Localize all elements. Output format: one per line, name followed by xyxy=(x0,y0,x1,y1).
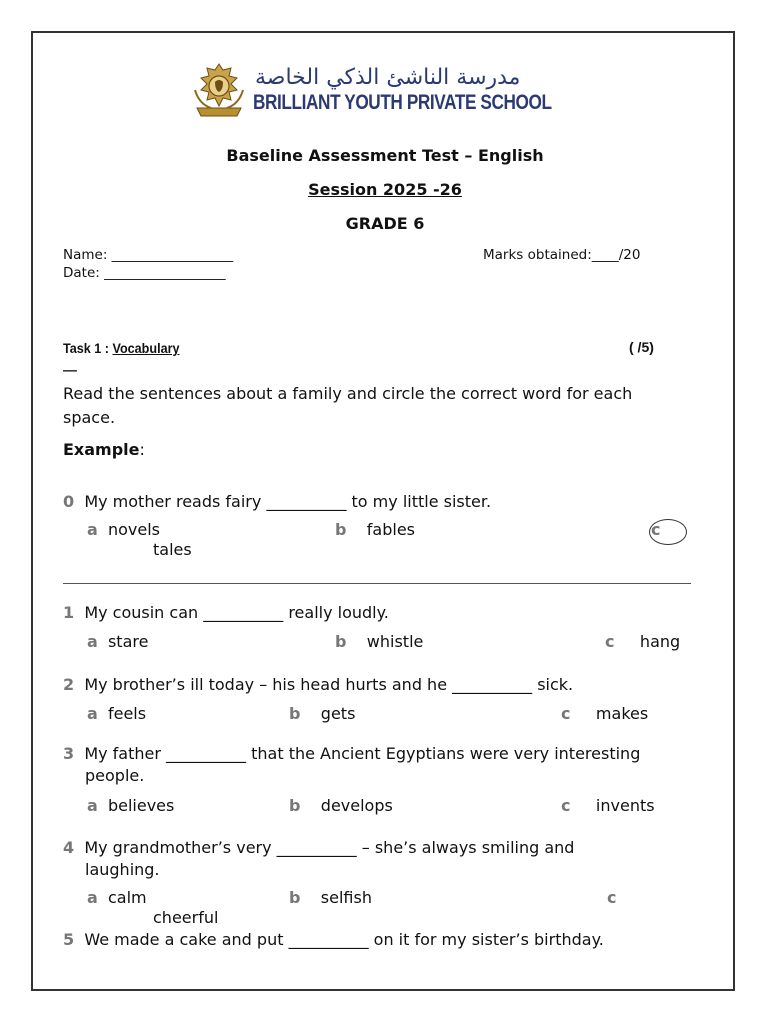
option-word: fables xyxy=(366,520,416,539)
option-c[interactable] xyxy=(561,704,648,723)
option-word: believes xyxy=(107,796,175,815)
question-number: 1 xyxy=(63,603,75,622)
date-field: Date: __________________ xyxy=(63,265,226,281)
question-3 xyxy=(63,744,640,763)
instruction-line-1: Read the sentences about a family and circle the correct word for each xyxy=(63,384,633,403)
option-b[interactable] xyxy=(289,796,393,815)
option-c-word[interactable]: tales xyxy=(153,540,192,559)
question-number: 0 xyxy=(63,492,75,511)
option-c[interactable] xyxy=(561,796,655,815)
example-label: Example xyxy=(63,440,140,459)
option-c-word[interactable]: cheerful xyxy=(153,908,219,927)
option-a[interactable] xyxy=(87,704,146,723)
option-letter: b xyxy=(289,796,301,815)
divider xyxy=(63,583,691,584)
option-b[interactable] xyxy=(335,520,415,539)
option-a[interactable] xyxy=(87,632,148,651)
example-colon: : xyxy=(139,440,145,459)
option-word: selfish xyxy=(320,888,372,907)
question-text: My brother’s ill today – his head hurts and he __________ sick. xyxy=(84,675,574,694)
option-letter: c xyxy=(561,796,571,815)
option-b[interactable] xyxy=(289,704,355,723)
option-b[interactable] xyxy=(289,888,372,907)
question-text: My father __________ that the Ancient Egyptians were very interesting xyxy=(84,744,641,763)
question-number: 5 xyxy=(63,930,75,949)
question-text: My cousin can __________ really loudly. xyxy=(84,603,389,622)
option-letter: a xyxy=(87,796,98,815)
task-dash: __ xyxy=(63,356,77,372)
option-a[interactable] xyxy=(87,888,147,907)
option-c[interactable] xyxy=(605,632,680,651)
option-letter: c xyxy=(561,704,571,723)
task-score: ( /5) xyxy=(629,339,654,355)
marks-field: Marks obtained:____/20 xyxy=(483,247,641,263)
option-word: invents xyxy=(595,796,655,815)
option-word: makes xyxy=(595,704,649,723)
option-letter: b xyxy=(335,520,347,539)
question-0 xyxy=(63,492,491,511)
option-word: gets xyxy=(320,704,356,723)
option-letter: a xyxy=(87,888,98,907)
grade-label: GRADE 6 xyxy=(345,214,425,233)
task-label: Task 1 : xyxy=(63,340,113,356)
option-letter: b xyxy=(289,704,301,723)
option-letter: a xyxy=(87,520,98,539)
question-text: My mother reads fairy __________ to my little sister. xyxy=(84,492,492,511)
question-text: My grandmother’s very __________ – she’s always smiling and xyxy=(84,838,575,857)
option-word: novels xyxy=(107,520,160,539)
question-2 xyxy=(63,675,573,694)
test-title: Baseline Assessment Test – English xyxy=(226,146,544,165)
question-number: 2 xyxy=(63,675,75,694)
option-c-letter[interactable]: c xyxy=(607,888,617,907)
option-word: calm xyxy=(107,888,147,907)
question-4-line-2: laughing. xyxy=(85,860,160,879)
option-letter: a xyxy=(87,632,98,651)
option-letter: c xyxy=(605,632,615,651)
option-word: develops xyxy=(320,796,393,815)
example-heading xyxy=(63,440,145,459)
instruction-line-2: space. xyxy=(63,408,116,427)
option-letter: b xyxy=(289,888,301,907)
option-letter: a xyxy=(87,704,98,723)
question-4 xyxy=(63,838,574,857)
task-heading xyxy=(63,340,179,356)
option-word: feels xyxy=(107,704,147,723)
option-letter: b xyxy=(335,632,347,651)
option-word: stare xyxy=(107,632,149,651)
question-3-line-2: people. xyxy=(85,766,145,785)
school-name-english: BRILLIANT YOUTH PRIVATE SCHOOL xyxy=(253,91,552,114)
option-a[interactable] xyxy=(87,796,174,815)
question-text: We made a cake and put __________ on it for my sister’s birthday. xyxy=(84,930,604,949)
option-word: whistle xyxy=(366,632,424,651)
worksheet-page xyxy=(31,31,735,991)
question-number: 3 xyxy=(63,744,75,763)
name-field: Name: __________________ xyxy=(63,247,234,263)
task-title: Vocabulary xyxy=(112,340,180,356)
session-label: Session 2025 -26 xyxy=(308,180,462,199)
option-word: hang xyxy=(639,632,681,651)
question-1 xyxy=(63,603,389,622)
school-crest-icon xyxy=(193,60,245,120)
question-5 xyxy=(63,930,604,949)
option-c-letter[interactable]: c xyxy=(651,520,661,539)
option-b[interactable] xyxy=(335,632,423,651)
question-number: 4 xyxy=(63,838,75,857)
option-a[interactable] xyxy=(87,520,160,539)
school-name-arabic: مدرسة الناشئ الذكي الخاصة xyxy=(255,65,521,90)
